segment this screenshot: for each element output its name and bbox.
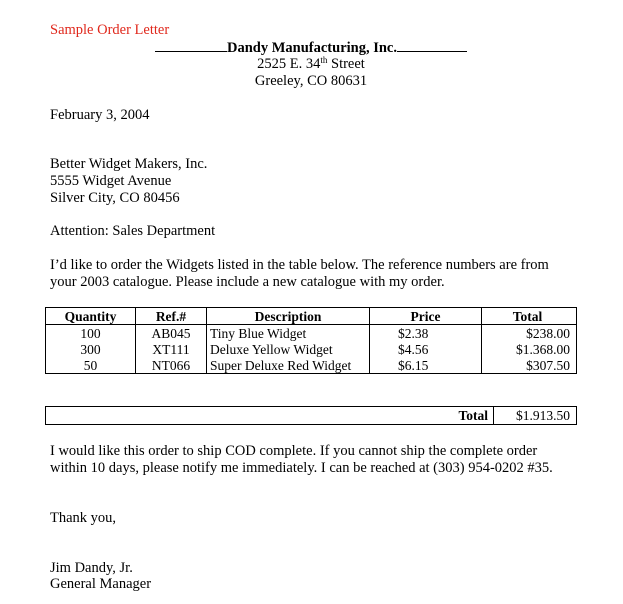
table-row xyxy=(46,357,577,374)
cell-quantity: 100 xyxy=(46,325,136,342)
intro-line-1: I’d like to order the Widgets listed in the table below. The reference numbers are from xyxy=(50,257,549,273)
cell-description: Deluxe Yellow Widget xyxy=(207,341,370,357)
intro-line-2: your 2003 catalogue. Please include a new catalogue with my order. xyxy=(50,274,445,290)
cell-total: $307.50 xyxy=(526,357,570,373)
street-name: Street xyxy=(327,56,365,72)
recipient-street: 5555 Widget Avenue xyxy=(50,173,172,189)
cell-total: $238.00 xyxy=(526,325,570,341)
cell-price: $6.15 xyxy=(370,357,482,374)
underline-right xyxy=(397,39,467,52)
sample-label: Sample Order Letter xyxy=(50,22,170,38)
header-quantity: Quantity xyxy=(46,308,136,325)
header-ref: Ref.# xyxy=(136,308,207,325)
sender-company xyxy=(155,39,467,57)
order-table-header xyxy=(46,308,577,325)
grand-total-label: Total xyxy=(458,408,488,423)
cell-quantity: 300 xyxy=(46,341,136,357)
sender-company-name: Dandy Manufacturing, Inc. xyxy=(227,40,397,56)
underline-left xyxy=(155,39,227,52)
order-table xyxy=(45,307,577,374)
recipient-name: Better Widget Makers, Inc. xyxy=(50,156,208,172)
cell-ref: NT066 xyxy=(136,357,207,374)
closing-line-1: I would like this order to ship COD complete. If you cannot ship the complete order xyxy=(50,443,538,459)
signature-name: Jim Dandy, Jr. xyxy=(50,560,133,576)
cell-description: Tiny Blue Widget xyxy=(207,325,370,342)
street-suffix: th xyxy=(320,55,328,65)
letter-date: February 3, 2004 xyxy=(50,107,150,123)
cell-quantity: 50 xyxy=(46,357,136,374)
header-description: Description xyxy=(207,308,370,325)
cell-price: $2.38 xyxy=(370,325,482,342)
closing-line-2: within 10 days, please notify me immediately. I can be reached at (303) 954-0202 #35. xyxy=(50,460,553,476)
grand-total-value: $1.913.50 xyxy=(516,408,570,423)
signature-title: General Manager xyxy=(50,576,152,592)
grand-total-divider xyxy=(493,407,494,424)
table-row xyxy=(46,341,577,357)
sender-street xyxy=(155,56,467,73)
street-number: 2525 E. 34 xyxy=(257,56,321,72)
table-row xyxy=(46,325,577,342)
recipient-city: Silver City, CO 80456 xyxy=(50,190,180,206)
grand-total-box xyxy=(45,406,577,425)
attention-line: Attention: Sales Department xyxy=(50,223,216,239)
cell-ref: AB045 xyxy=(136,325,207,342)
header-price: Price xyxy=(370,308,482,325)
cell-ref: XT111 xyxy=(136,341,207,357)
sender-city: Greeley, CO 80631 xyxy=(254,73,368,89)
cell-total: $1.368.00 xyxy=(516,341,570,357)
cell-price: $4.56 xyxy=(370,341,482,357)
thanks-line: Thank you, xyxy=(50,510,117,526)
header-total: Total xyxy=(482,308,577,325)
cell-description: Super Deluxe Red Widget xyxy=(207,357,370,374)
